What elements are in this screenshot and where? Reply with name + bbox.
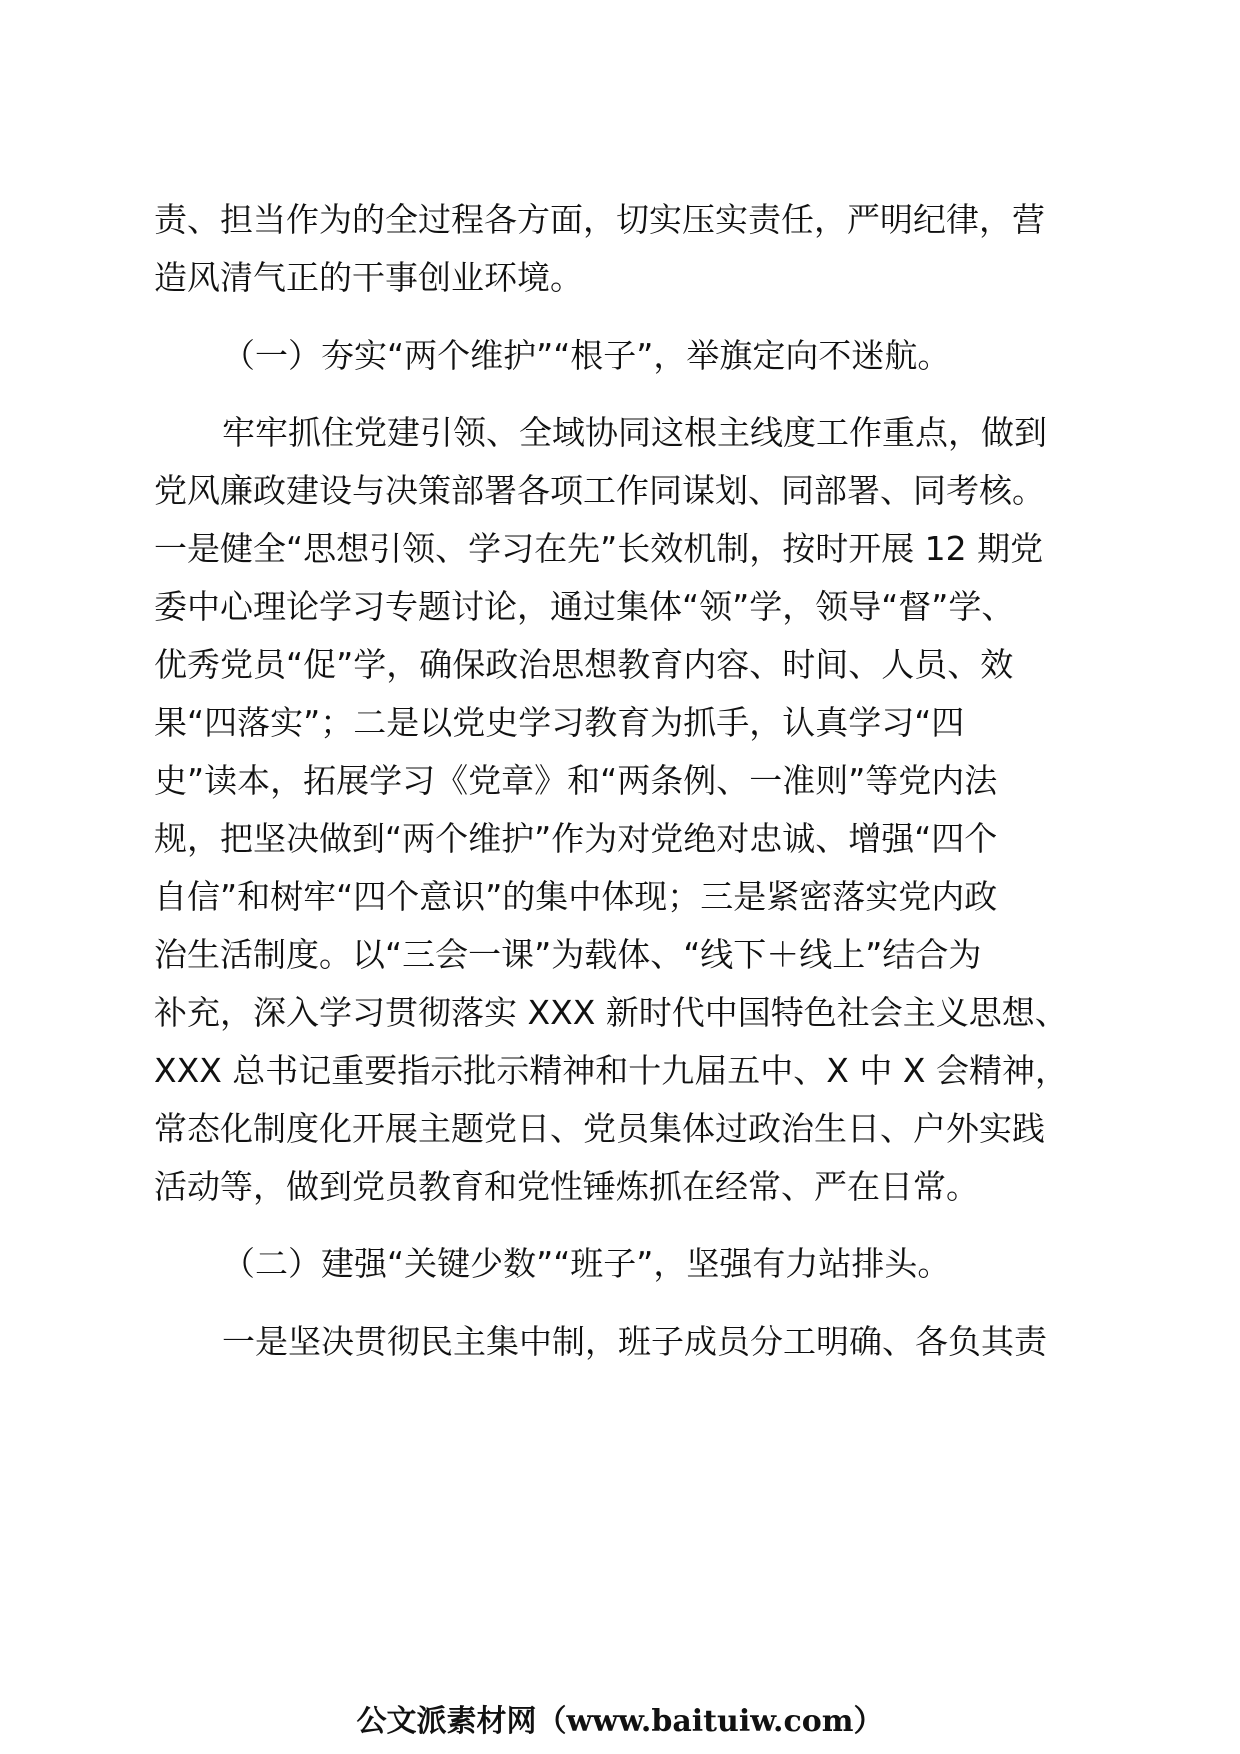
body-text-line: 规，把坚决做到“两个维护”作为对党绝对忠诚、增强“四个	[154, 819, 998, 858]
body-text-line: 果“四落实”；二是以党史学习教育为抓手，认真学习“四	[154, 703, 965, 742]
body-text-line: 一是坚决贯彻民主集中制，班子成员分工明确、各负其责	[222, 1322, 1047, 1361]
body-text-line: 治生活制度。以“三会一课”为载体、“线下＋线上”结合为	[154, 935, 982, 974]
body-text-line: 委中心理论学习专题讨论，通过集体“领”学，领导“督”学、	[154, 587, 1015, 626]
body-text-line: 自信”和树牢“四个意识”的集中体现；三是紧密落实党内政	[154, 877, 998, 916]
body-text-line: 党风廉政建设与决策部署各项工作同谋划、同部署、同考核。	[154, 471, 1045, 510]
body-text-line: 责、担当作为的全过程各方面，切实压实责任，严明纪律，营	[154, 200, 1045, 239]
body-text-line: 史”读本，拓展学习《党章》和“两条例、一准则”等党内法	[154, 761, 998, 800]
body-text-line: 造风清气正的干事创业环境。	[154, 258, 583, 297]
body-text-line: 牢牢抓住党建引领、全域协同这根主线度工作重点，做到	[222, 413, 1047, 452]
section-heading-1: （一）夯实“两个维护”“根子”，举旗定向不迷航。	[222, 336, 951, 375]
body-text-line: 一是健全“思想引领、学习在先”长效机制，按时开展 12 期党	[154, 529, 1044, 568]
body-text-line: 活动等，做到党员教育和党性锤炼抓在经常、严在日常。	[154, 1167, 979, 1206]
body-text-line: XXX 总书记重要指示批示精神和十九届五中、X 中 X 会精神，	[154, 1051, 1068, 1090]
footer-watermark-text: 公文派素材网（www.baituiw.com）	[356, 1704, 884, 1739]
body-text-line: 常态化制度化开展主题党日、党员集体过政治生日、户外实践	[154, 1109, 1045, 1148]
body-text-line: 补充，深入学习贯彻落实 XXX 新时代中国特色社会主义思想、	[154, 993, 1068, 1032]
body-text-line: 优秀党员“促”学，确保政治思想教育内容、时间、人员、效	[154, 645, 1014, 684]
section-heading-2: （二）建强“关键少数”“班子”，坚强有力站排头。	[222, 1244, 951, 1283]
